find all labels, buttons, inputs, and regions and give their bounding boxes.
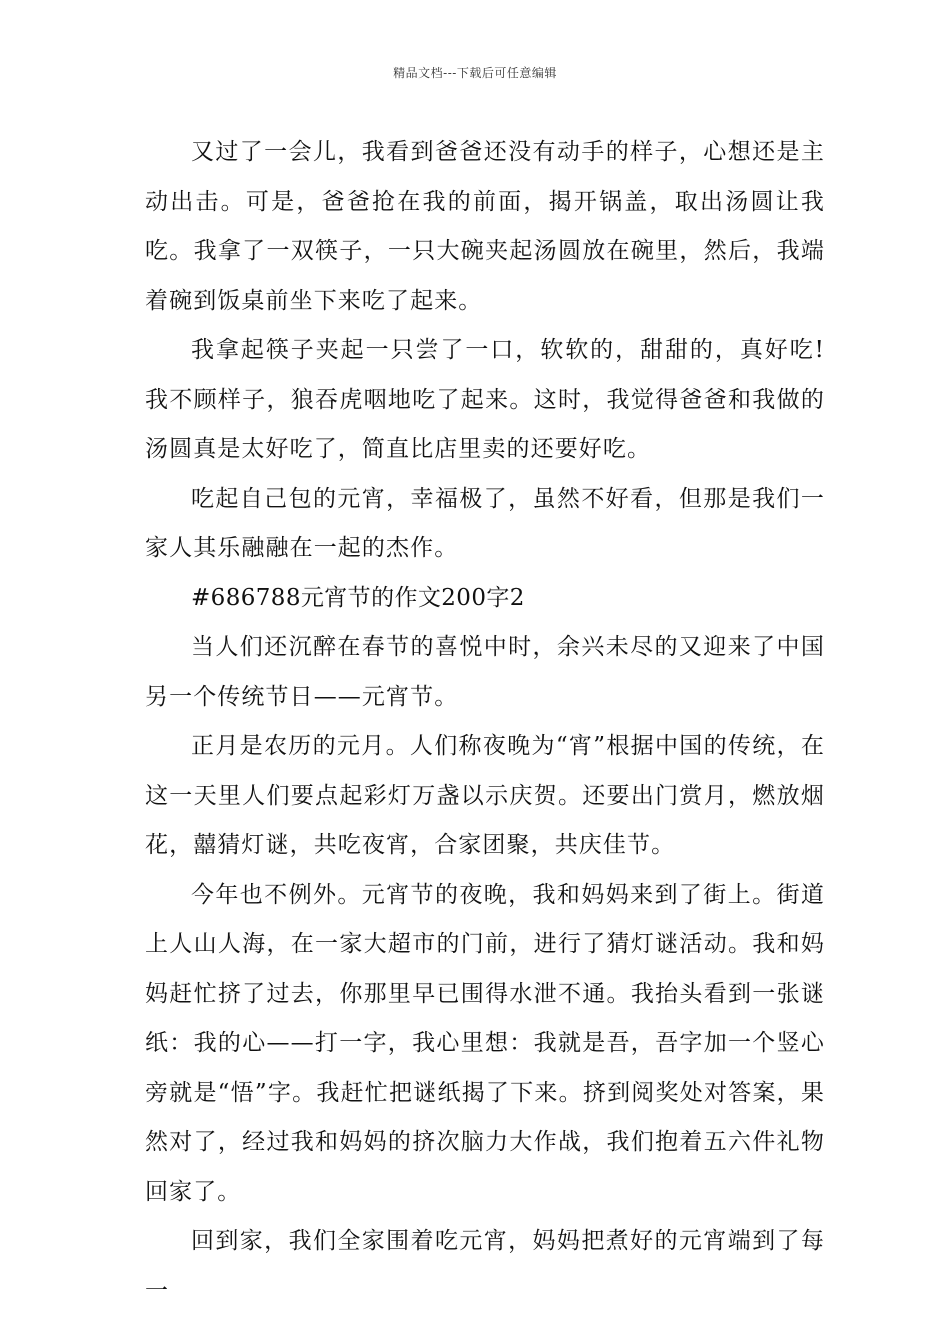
paragraph-3: 吃起自己包的元宵，幸福极了，虽然不好看，但那是我们一家人其乐融融在一起的杰作。 <box>145 485 825 561</box>
document-body <box>145 128 825 1316</box>
paragraph-6: 今年也不例外。元宵节的夜晚，我和妈妈来到了街上。街道上人山人海，在一家大超市的门前，进行了猜灯谜活动。我和妈妈赶忙挤了过去，你那里早已围得水泄不通。我抬头看到一张谜纸：我的心——打一字，我心里想：我就是吾，吾字加一个竖心旁就是“悟”字。我赶忙把谜纸揭了下来。挤到阅奖处对答案，果然对了，经过我和妈妈的挤次脑力大作战，我们抱着五六件礼物回家了。 <box>145 881 825 1205</box>
paragraph-7: 回到家，我们全家围着吃元宵，妈妈把煮好的元宵端到了每一 <box>145 1228 825 1304</box>
paragraph-4: 当人们还沉醉在春节的喜悦中时，余兴未尽的又迎来了中国另一个传统节日——元宵节。 <box>145 634 825 710</box>
paragraph-2: 我拿起筷子夹起一只尝了一口，软软的，甜甜的，真好吃!我不顾样子，狼吞虎咽地吃了起来。这时，我觉得爸爸和我做的汤圆真是太好吃了，简直比店里卖的还要好吃。 <box>145 337 825 462</box>
paragraph-5: 正月是农历的元月。人们称夜晚为“宵”根据中国的传统，在这一天里人们要点起彩灯万盏以示庆贺。还要出门赏月，燃放烟花，囍猜灯谜，共吃夜宵，合家团聚，共庆佳节。 <box>145 733 825 858</box>
section-heading: #686788元宵节的作文200字2 <box>191 584 525 611</box>
page-header: 精品文档---下载后可任意编辑 <box>393 66 557 80</box>
paragraph-1: 又过了一会儿，我看到爸爸还没有动手的样子，心想还是主动出击。可是，爸爸抢在我的前面，揭开锅盖，取出汤圆让我吃。我拿了一双筷子，一只大碗夹起汤圆放在碗里，然后，我端着碗到饭桌前坐下来吃了起来。 <box>145 139 825 314</box>
